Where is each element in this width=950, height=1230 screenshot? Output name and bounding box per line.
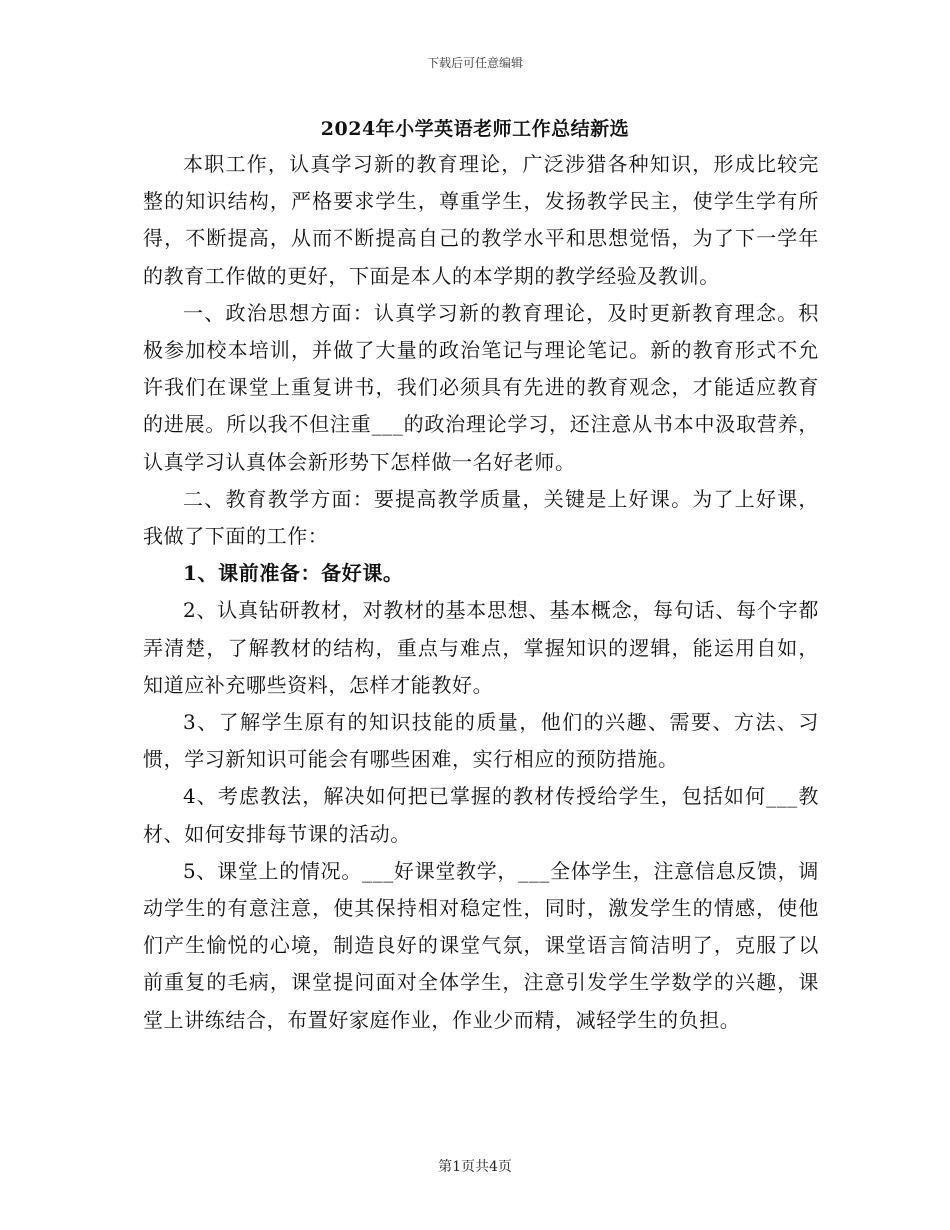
paragraph-classroom-situation: 5、课堂上的情况。___好课堂教学，___全体学生，注意信息反馈，调动学生的有意注意，使其保持相对稳定性，同时，激发学生的情感，使他们产生愉悦的心境，制造良好的课堂气氛，课堂语言简洁明了，克服了以前重复的毛病，课堂提问面对全体学生，注意引发学生学数学的兴趣，课堂上讲练结合，布置好家庭作业，作业少而精，减轻学生的负担。 <box>143 858 819 1032</box>
document-body <box>143 146 819 1039</box>
paragraph-study-materials: 2、认真钻研教材，对教材的基本思想、基本概念，每句话、每个字都弄清楚，了解教材的结构，重点与难点，掌握知识的逻辑，能运用自如，知道应补充哪些资料，怎样才能教好。 <box>143 598 819 697</box>
paragraph-teaching: 二、教育教学方面：要提高教学质量，关键是上好课。为了上好课，我做了下面的工作： <box>143 486 819 549</box>
paragraph-teaching-method: 4、考虑教法，解决如何把已掌握的教材传授给学生，包括如何___教材、如何安排每节课的活动。 <box>143 784 819 846</box>
paragraph-lesson-preparation-heading: 1、课前准备：备好课。 <box>183 561 404 586</box>
paragraph-political-thought: 一、政治思想方面：认真学习新的教育理论，及时更新教育理念。积极参加校本培训，并做了大量的政治笔记与理论笔记。新的教育形式不允许我们在课堂上重复讲书，我们必须具有先进的教育观念，才能适应教育的进展。所以我不但注重___的政治理论学习，还注意从书本中汲取营养，认真学习认真体会新形势下怎样做一名好老师。 <box>143 300 819 474</box>
header-note: 下载后可任意编辑 <box>426 56 523 70</box>
paragraph-intro: 本职工作，认真学习新的教育理论，广泛涉猎各种知识，形成比较完整的知识结构，严格要求学生，尊重学生，发扬教学民主，使学生学有所得，不断提高，从而不断提高自己的教学水平和思想觉悟，为了下一学年的教育工作做的更好，下面是本人的本学期的教学经验及教训。 <box>143 152 819 288</box>
page-footer: 第1页共4页 <box>438 1159 512 1175</box>
document-title: 2024年小学英语老师工作总结新选 <box>320 118 630 140</box>
paragraph-understand-students: 3、了解学生原有的知识技能的质量，他们的兴趣、需要、方法、习惯，学习新知识可能会有哪些困难，实行相应的预防措施。 <box>143 710 819 772</box>
